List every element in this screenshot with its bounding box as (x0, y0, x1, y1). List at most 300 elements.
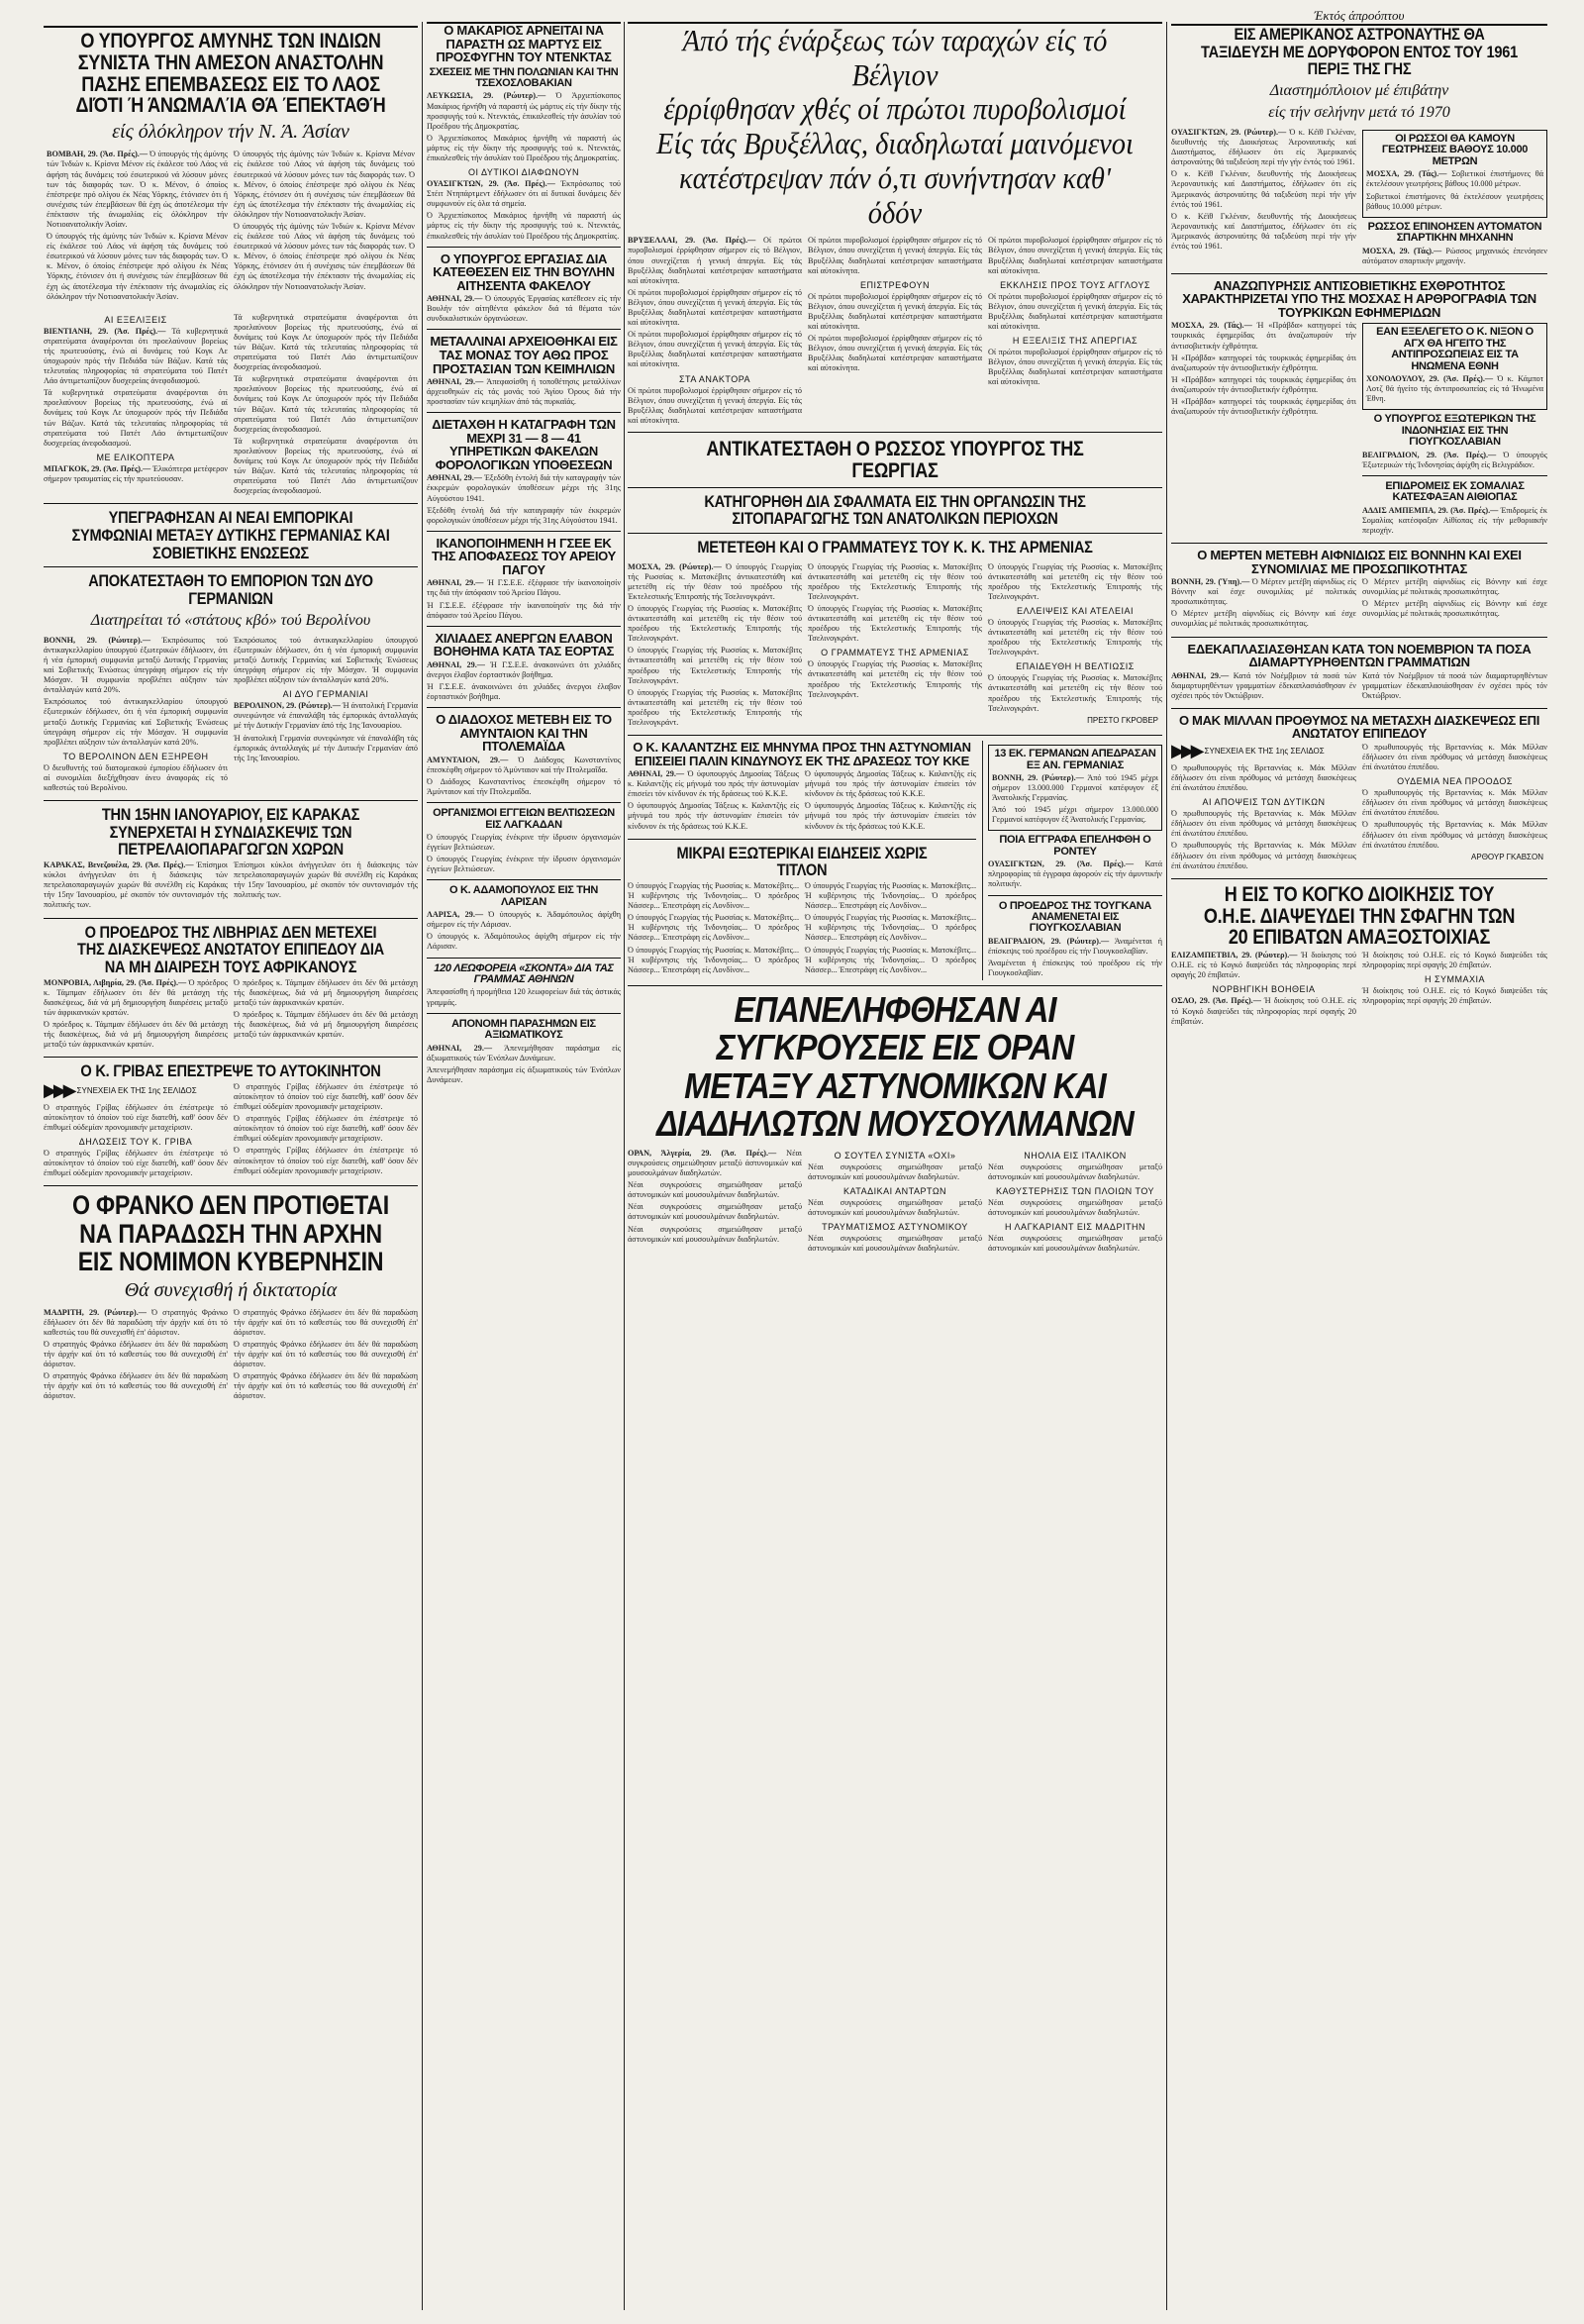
article-body: Ό ύπουργός τής άμύνης τών Ίνδιών κ. Κρίσνα Μένον είς έκάλεσε τού Λάος νά άφήση τάς δυνάμεις τού έσωτερικού νά λύσουν μόνες των τάς διαφοράς των. Ό κ. Μένον, ό όποίος έπέστρεψε πρό ολίγου έκ Νέας Υόρκης, έτόνισεν ότι ή συνέχισις τών έπεμβάσεων θά έχη ώς άποτέλεσμα τήν έπέκτασιν τής άνωμαλίας είς όλόκληρον τήν Νοτιοανατολικήν Άσίαν. (47, 150, 229, 229)
subheadline: Διαστημόπλοιον μέ έπιβάτην (1269, 82, 1449, 100)
article-body: Άπενεμήθησαν παράσημα είς άξιωματικούς τών Ένόπλων Δυνάμεων. (427, 1043, 621, 1062)
byline: ΠΡΕΣΤΟ ΓΚΡΟΒΕΡ (1087, 715, 1158, 725)
headline: ΑΝΤΙΚΑΤΕΣΤΑΘΗ Ο ΡΩΣΣΟΣ ΥΠΟΥΡΓΟΣ ΤΗΣ ΓΕΩΡΓΙΑΣ (706, 437, 1084, 482)
article-body: Ό ύπουργός Γεωργίας τής Ρωσσίας κ. Ματσκέβιτς... Ή κυβέρνησις τής Ίνδονησίας... Ό πρόεδρος Νάσσερ... Έπεστράφη είς Λονδίνον... (628, 881, 799, 911)
article-body: Ό κ. Κέϊθ Γκλέναν, διευθυντής τής Διοικήσεως Άεροναυτικής καί Διαστήματος, έδήλωσεν ότι είς Άμερικανός άστροναύτης θά ταξιδεύση περί τήν γήν έντός τού 1961. (1171, 169, 1356, 209)
article-body: Νέαι συγκρούσεις σημειώθησαν μεταξύ άστυνομικών καί μουσουλμάνων διαδηλωτών. (988, 1162, 1162, 1181)
article-body: Έπίσημοι κύκλοι άνήγγειλαν ότι ή διάσκεψις τών πετρελαιοπαραγωγών χωρών θά συνέλθη είς Καράκας τήν 15ην Ίανουαρίου, μέ σκοπόν τόν συντονισμόν τής πολιτικής των. (44, 860, 229, 910)
article-body: Έκπρόσωπος τού άντικαγκελλαρίου ύπουργού έξωτερικών έδήλωσεν, ότι ή νέα έμπορική συμφωνία μεταξύ Δυτικής Γερμανίας καί Σοβιετικής Ένώσεως ύπεγράφη σήμερον είς τήν Μόσχαν. Ή συμφωνία προβλέπει αύξησιν τών άνταλλαγών κατά 20%. (234, 635, 418, 685)
article-body: Ό στρατηγός Φράνκο έδήλωσεν ότι δέν θά παραδώση τήν άρχήν καί ότι τό καθεστώς του θά συνεχισθή έπ' άόριστον. (234, 1339, 418, 1369)
article-body: Κατά πληροφορίας τά έγγραφα άφορούν είς τήν άμυντικήν πολιτικήν. (988, 859, 1162, 889)
dateline: ΟΥΑΣΙΓΚΤΩΝ, 29. (Άσ. Πρές).— (988, 859, 1135, 869)
article-body: Ό ύπουργός τής άμύνης τών Ίνδιών κ. Κρίσνα Μένον είς έκάλεσε τού Λάος νά άφήση τάς δυνάμεις τού έσωτερικού νά λύσουν μόνες των τάς διαφοράς των. Ό κ. Μένον, ό όποίος έπέστρεψε πρό ολίγου έκ Νέας Υόρκης, έτόνισεν ότι ή συνέχισις τών έπεμβάσεων θά έχη ώς άποτέλεσμα τήν έπέκτασιν τής άνωμαλίας είς όλόκληρον τήν Νοτιοανατολικήν Άσίαν. (234, 221, 415, 291)
article-body: Ό ύπουργός Γεωργίας τής Ρωσσίας κ. Ματσκέβιτς άντικατεστάθη καί μετετέθη είς τήν θέσιν τού προέδρου τής Έκτελεστικής Έπιτροπής τής Τσελινογκράντ. (628, 687, 802, 727)
section-heading: ΟΙ ΔΥΤΙΚΟΙ ΔΙΑΦΩΝΟΥΝ (468, 167, 579, 178)
article-sowing-machine (1362, 222, 1547, 266)
headline: ΣΧΕΣΕΙΣ ΜΕ ΤΗΝ ΠΟΛΩΝΙΑΝ ΚΑΙ ΤΗΝ ΤΣΕΧΟΣΛΟΒΑΚΙΑΝ (429, 65, 619, 89)
article-body: Ή «Πράβδα» κατηγορεί τάς τουρκικάς έφημερίδας ότι άναζωπυρούν τήν άντισοβιετικήν έχθρότητα. (1171, 396, 1356, 417)
section-heading: ΚΑΘΥΣΤΕΡΗΣΙΣ ΤΩΝ ΠΛΟΙΩΝ ΤΟΥ (995, 1186, 1155, 1197)
headline: Ο ΠΡΟΕΔΡΟΣ ΤΗΣ ΤΟΥΓΚΑΝΑ ΑΝΑΜΕΝΕΤΑΙ ΕΙΣ ΓΙΟΥΓΚΟΣΛΑΒΙΑΝ (998, 899, 1152, 935)
divider (1171, 708, 1547, 709)
article-body: Οί πρώτοι πυροβολισμοί έρρίφθησαν σήμερον είς τό Βέλγιον, όπου συνεχίζεται ή γενική άπεργία. Είς τάς Βρυξέλλας διαδηλωταί κατέστρεψαν καταστήματα καί αύτοκίνητα. (628, 236, 803, 285)
section-heading: ΜΕ ΕΛΙΚΟΠΤΕΡΑ (96, 452, 175, 462)
article-body: Κατά τόν Νοέμβριον τά ποσά τών διαμαρτυρηθέντων γραμματίων έδεκαπλασιάσθησαν έν σχέσει πρός τόν Όκτώβριον. (1171, 670, 1357, 700)
article-body: Ή Γ.Σ.Ε.Ε. έξέφρασε τήν ίκανοποίησίν της διά τήν άπόφασιν τού Άρείου Πάγου. (427, 600, 621, 620)
dateline: ΑΘΗΝΑΙ, 29.— (1171, 670, 1230, 680)
article-body: Ό ύπουργός Γεωργίας τής Ρωσσίας κ. Ματσκέβιτς... Ή κυβέρνησις τής Ίνδονησίας... Ό πρόεδρος Νάσσερ... Έπεστράφη είς Λονδίνον... (628, 945, 799, 974)
dateline: ΛΕΥΚΩΣΙΑ, 29. (Ρώυτερ).— (427, 91, 546, 101)
article-body: Άναμένεται ή έπίσκεψις τού προέδρου είς τήν Γιουγκοσλαβίαν. (988, 959, 1162, 978)
article-athos (427, 335, 621, 407)
article-macmillan (1171, 714, 1547, 873)
dateline: ΑΜΥΝΤΑΙΟΝ, 29.— (427, 755, 509, 764)
headline: ΑΝΑΖΩΠΥΡΗΣΙΣ ΑΝΤΙΣΟΒΙΕΤΙΚΗΣ ΕΧΘΡΟΤΗΤΟΣ ΧΑΡΑΚΤΗΡΙΖΕΤΑΙ ΥΠΟ ΤΗΣ ΜΟΣΧΑΣ Η ΑΡΘΡΟΓΡΑΦΙΑ ΤΩΝ ΤΟΥΡΚΙΚΩΝ ΕΦΗΜΕΡΙΔΩΝ (1182, 277, 1536, 320)
headline: ΟΡΓΑΝΙΣΜΟΙ ΕΓΓΕΙΩΝ ΒΕΛΤΙΩΣΕΩΝ ΕΙΣ ΛΑΓΚΑΔΑΝ (433, 807, 615, 831)
article-body: Τά κυβερνητικά στρατεύματα άναφέρονται ότι προελαύνουν βορείως τής πρωτευούσης, ένώ αί δυνάμεις τού Κογκ Λε ύποχωρούν πρός τήν Πεδιάδα τών Βάζων. Κατά τάς τελευταίας πληροφορίας τά στρατεύματα τού Πατέτ Λάο άντιμετωπίζουν δυσχερείας άνεφοδιασμού. (234, 436, 418, 496)
article-body: Σοβιετικοί έπιστήμονες θά έκτελέσουν γεωτρήσεις βάθους 10.000 μέτρων. (1366, 169, 1544, 189)
article-body: Ό πρόεδρος κ. Τάμπμαν έδήλωσεν ότι δέν θά μετάσχη τής διασκέψεως, διά νά μή δημιουργήση διαιρέσεις μεταξύ τών άφρικανικών κρατών. (234, 977, 418, 1007)
article-body: Ό στρατηγός Φράνκο έδήλωσεν ότι δέν θά παραδώση τήν άρχήν καί ότι τό καθεστώς του θά συνεχισθή έπ' άόριστον. (44, 1371, 228, 1401)
article-body: Τά κυβερνητικά στρατεύματα άναφέρονται ότι προελαύνουν βορείως τής πρωτευούσης, ένώ αί δυνάμεις τού Κογκ Λε ύποχωρούν πρός τήν Πεδιάδα τών Βάζων. Κατά τάς τελευταίας πληροφορίας τά στρατεύματα τού Πατέτ Λάο άντιμετωπίζουν δυσχερείας άνεφοδιασμού. (234, 312, 418, 372)
article-body: Ή Γ.Σ.Ε.Ε. έξέφρασε τήν ίκανοποίησίν της διά τήν άπόφασιν τού Άρείου Πάγου. (427, 578, 621, 598)
headline: ΕΠΙΔΡΟΜΕΙΣ ΕΚ ΣΟΜΑΛΙΑΣ ΚΑΤΕΣΦΑΞΑΝ ΑΙΘΙΟΠΑΣ (1385, 479, 1525, 504)
article-body: Ό Μέρτεν μετέβη αίφνιδίως είς Βόννην καί έσχε συνομιλίας μέ πολιτικάς προσωπικότητας. (1171, 609, 1356, 629)
article-body: Ή διοίκησις τού Ο.Η.Ε. είς τό Κογκό διαψεύδει τάς πληροφορίας περί σφαγής 20 έπιβατών. (1171, 951, 1356, 980)
dateline: ΑΘΗΝΑΙ, 29.— (427, 473, 482, 483)
article-liberia (44, 924, 418, 1053)
article-body: Ό ύπουργός κ. Άδαμόπουλος άφίχθη σήμερον είς τήν Λάρισαν. (427, 932, 621, 952)
divider (427, 329, 621, 330)
article-body: Νέαι συγκρούσεις σημειώθησαν μεταξύ άστυνομικών καί μουσουλμάνων διαδηλωτών. (808, 1198, 982, 1218)
column-rule (624, 22, 625, 2310)
article-body: Άπό τού 1945 μέχρι σήμερον 13.000.000 Γερμανοί κατέφυγον έξ Άνατολικής Γερμανίας. (992, 772, 1158, 803)
section-heading: ΚΑΤΑΔΙΚΑΙ ΑΝΤΑΡΤΩΝ (842, 1186, 947, 1197)
dateline: ΑΘΗΝΑΙ, 29.— (427, 1043, 493, 1053)
article-body: Ό Άρχιεπίσκοπος Μακάριος ήρνήθη νά παραστή ώς μάρτυς είς τήν δίκην τής προσφυγής τού κ. Ντενκτάς, έπικαλεσθείς τήν άσυλίαν τού Προέδρου τής Δημοκρατίας. (427, 211, 621, 241)
article-germany-trade (44, 509, 418, 795)
divider (1171, 543, 1547, 544)
section-heading: ΤΡΑΥΜΑΤΙΣΜΟΣ ΑΣΤΥΝΟΜΙΚΟΥ (822, 1222, 968, 1233)
divider (44, 1057, 418, 1058)
article-body: Νέαι συγκρούσεις σημειώθησαν μεταξύ άστυνομικών καί μουσουλμάνων διαδηλωτών. (988, 1234, 1162, 1254)
article-body: Τά κυβερνητικά στρατεύματα άναφέρονται ότι προελαύνουν βορείως τής πρωτευούσης, ένώ αί δυνάμεις τού Κογκ Λε ύποχωρούν πρός τήν Πεδιάδα τών Βάζων. Κατά τάς τελευταίας πληροφορίας τά στρατεύματα τού Πατέτ Λάο άντιμετωπίζουν δυσχερείας άνεφοδιασμού. (44, 388, 228, 448)
headline: Άπό τής ένάρξεως τών ταραχών είς τό Βέλγιον (682, 23, 1108, 92)
article-body: Ό ύπουργός Γεωργίας ένέκρινε τήν ίδρυσιν όργανισμών έγγείων βελτιώσεων. (427, 855, 621, 874)
article-body: Ό Διάδοχος Κωνσταντίνος έπεσκέφθη σήμερον τό Άμύνταιον καί τήν Πτολεμαΐδα. (427, 776, 621, 796)
article-body: Ό στρατηγός Γρίβας έδήλωσεν ότι έπέστρεψε τό αύτοκίνητον τό όποίον τού είχε διατεθή, καθ' όσον δέν έπιθυμεί ούδεμίαν προνομιακήν μεταχείρισιν. (234, 1114, 418, 1144)
section-heading: Ο ΣΟΥΤΕΛ ΣΥΝΙΣΤΑ «ΟΧΙ» (834, 1150, 956, 1161)
continued-label: ΣΥΝΕΧΕΙΑ ΕΚ ΤΗΣ 1ης ΣΕΛΙΔΟΣ (1204, 746, 1325, 756)
article-gsee (427, 537, 621, 621)
article-body: Νέαι συγκρούσεις σημειώθησαν μεταξύ άστυνομικών καί μουσουλμάνων διαδηλωτών. (628, 1202, 802, 1222)
subheadline: Θά συνεχισθή ή δικτατορία (124, 1278, 338, 1301)
dateline: ΑΘΗΝΑΙ, 29.— (427, 659, 485, 669)
dateline: ΑΘΗΝΑΙ, 29.— (628, 769, 685, 779)
dateline: ΒΙΕΝΤΙΑΝΗ, 29. (Άσ. Πρές).— (44, 326, 166, 336)
article-body: Νέαι συγκρούσεις σημειώθησαν μεταξύ άστυνομικών καί μουσουλμάνων διαδηλωτών. (628, 1224, 802, 1244)
article-georgia (628, 439, 1162, 730)
dateline: ΜΟΣΧΑ, 29. (Ρώυτερ).— (628, 561, 722, 571)
article-body: Ό ύφυπουργός Δημοσίας Τάξεως κ. Καλαντζής είς μήνυμά του πρός τήν άστυνομίαν έπισείει τόν κίνδυνον έκ τής δράσεως τού Κ.Κ.Ε. (805, 769, 976, 799)
article-body: Έλικόπτερα μετέφερον σήμερον τραυματίας είς τήν πρωτεύουσαν. (44, 463, 228, 483)
article-body: Ό ύφυπουργός Δημοσίας Τάξεως κ. Καλαντζής είς μήνυμά του πρός τήν άστυνομίαν έπισείει τόν κίνδυνον έκ τής δράσεως τού Κ.Κ.Ε. (628, 801, 799, 831)
article-body: Ό ύπουργός Γεωργίας τής Ρωσσίας κ. Ματσκέβιτς... Ή κυβέρνησις τής Ίνδονησίας... Ό πρόεδρος Νάσσερ... Έπεστράφη είς Λονδίνον... (805, 881, 976, 911)
article-body: Ό ύπουργός Γεωργίας τής Ρωσσίας κ. Ματσκέβιτς άντικατεστάθη καί μετετέθη είς τήν θέσιν τού προέδρου τής Έκτελεστικής Έπιτροπής τής Τσελινογκράντ. (988, 673, 1162, 713)
article-body: Ό στρατηγός Γρίβας έδήλωσεν ότι έπέστρεψε τό αύτοκίνητον τό όποίον τού είχε διατεθή, καθ' όσον δέν έπιθυμεί ούδεμίαν προνομιακήν μεταχείρισιν. (44, 1102, 228, 1133)
column-rule (1166, 22, 1167, 2310)
headline: Ο Κ. ΓΡΙΒΑΣ ΕΠΕΣΤΡΕΨΕ ΤΟ ΑΥΤΟΚΙΝΗΤΟΝ (80, 1061, 381, 1081)
dateline: ΑΘΗΝΑΙ, 29.— (427, 294, 483, 304)
article-body: Ή άνατολική Γερμανία συνεφώνησε νά έπαναλάβη τάς έμπορικάς άνταλλαγάς μέ τήν Δυτικήν Γερμανίαν άπό τής 1ης Ίανουαρίου. (234, 733, 418, 762)
kicker: Έκτός άπροόπτου (1314, 8, 1405, 23)
headline: Ο ΜΑΚΑΡΙΟΣ ΑΡΝΕΙΤΑΙ ΝΑ ΠΑΡΑΣΤΗ ΩΣ ΜΑΡΤΥΣ ΕΙΣ ΠΡΟΣΦΥΓΗΝ ΤΟΥ ΝΤΕΝΚΤΑΣ (436, 23, 612, 65)
dateline: ΒΟΝΝΗ, 29. (Ρώυτερ).— (44, 635, 151, 645)
section-heading: Ο ΓΡΑΜΜΑΤΕΥΣ ΤΗΣ ΑΡΜΕΝΙΑΣ (821, 648, 969, 658)
article-body: Ό ύπουργός Γεωργίας τής Ρωσσίας κ. Ματσκέβιτς... Ή κυβέρνησις τής Ίνδονησίας... Ό πρόεδρος Νάσσερ... Έπεστράφη είς Λονδίνον... (805, 913, 976, 943)
divider (1171, 273, 1547, 274)
article-body: Ό ύπουργός τής άμύνης τών Ίνδιών κ. Κρίσνα Μένον είς έκάλεσε τού Λάος νά άφήση τάς δυνάμεις τού έσωτερικού νά λύσουν μόνες των τάς διαφοράς των. Ό κ. Μένον, ό όποίος έπέστρεψε πρό ολίγου έκ Νέας Υόρκης, έτόνισεν ότι ή συνέχισις τών έπεμβάσεων θά έχη ώς άποτέλεσμα τήν έπέκτασιν τής άνωμαλίας είς όλόκληρον τήν Νοτιοανατολικήν Άσίαν. (47, 232, 228, 301)
dateline: ΒΕΛΙΓΡΑΔΙΟΝ, 29. (Άσ. Πρές).— (1362, 450, 1497, 459)
article-protested-bills (1171, 643, 1547, 703)
headline: ΕΔΕΚΑΠΛΑΣΙΑΣΘΗΣΑΝ ΚΑΤΑ ΤΟΝ ΝΟΕΜΒΡΙΟΝ ΤΑ ΠΟΣΑ ΔΙΑΜΑΡΤΥΡΗΘΕΝΤΩΝ ΓΡΑΜΜΑΤΙΩΝ (1187, 641, 1532, 670)
article-body: Νέαι συγκρούσεις σημειώθησαν μεταξύ άστυνομικών καί μουσουλμάνων διαδηλωτών. (988, 1198, 1162, 1218)
section-heading: ΤΟ ΒΕΡΟΛΙΝΟΝ ΔΕΝ ΕΞΗΡΕΘΗ (62, 751, 209, 761)
headline: ΑΠΟΚΑΤΕΣΤΑΘΗ ΤΟ ΕΜΠΟΡΙΟΝ ΤΩΝ ΔΥΟ ΓΕΡΜΑΝΙΩΝ (88, 571, 373, 609)
headline: κατέστρεψαν πάν ό,τι συνήντησαν καθ' όδόν (678, 159, 1112, 230)
divider (427, 412, 621, 413)
article-body: Ή Γ.Σ.Ε.Ε. άνακοινώνει ότι χιλιάδες άνεργοι έλαβον έορταστικόν βοήθημα. (427, 681, 621, 702)
headline: ΜΕΤΕΤΕΘΗ ΚΑΙ Ο ΓΡΑΜΜΑΤΕΥΣ ΤΟΥ Κ. Κ. ΤΗΣ ΑΡΜΕΝΙΑΣ (697, 537, 1093, 556)
article-body: Ό στρατηγός Γρίβας έδήλωσεν ότι έπέστρεψε τό αύτοκίνητον τό όποίον τού είχε διατεθή, καθ' όσον δέν έπιθυμεί ούδεμίαν προνομιακήν μεταχείρισιν. (234, 1081, 418, 1112)
headline: Ο ΥΠΟΥΡΓΟΣ ΕΡΓΑΣΙΑΣ ΔΙΑ ΚΑΤΕΘΕΣΕΝ ΕΙΣ ΤΗΝ ΒΟΥΛΗΝ ΑΙΤΗΣΕΝΤΑ ΦΑΚΕΛΟΥ (433, 251, 615, 293)
divider (1362, 475, 1547, 476)
dateline: ΜΟΣΧΑ, 29. (Τάς).— (1366, 169, 1447, 179)
article-body: Ό ύπουργός Γεωργίας τής Ρωσσίας κ. Ματσκέβιτς άντικατεστάθη καί μετετέθη είς τήν θέσιν τού προέδρου τής Έκτελεστικής Έπιτροπής τής Τσελινογκράντ. (988, 617, 1162, 657)
headline: ΡΩΣΣΟΣ ΕΠΙΝΟΗΣΕΝ ΑΥΤΟΜΑΤΟΝ ΣΠΑΡΤΙΚΗΝ ΜΗΧΑΝΗΝ (1367, 220, 1542, 245)
article-turkish-press (1171, 279, 1547, 538)
article-yugoslavia-visit (988, 901, 1162, 979)
headline: ΜΙΚΡΑΙ ΕΞΩΤΕΡΙΚΑΙ ΕΙΔΗΣΕΙΣ ΧΩΡΙΣ ΤΙΤΛΟΝ (676, 843, 928, 880)
article-buses (427, 963, 621, 1008)
article-body: Άπενεμήθησαν παράσημα είς άξιωματικούς τών Ένόπλων Δυνάμεων. (427, 1064, 621, 1084)
section-heading: ΕΚΚΛΗΣΙΣ ΠΡΟΣ ΤΟΥΣ ΑΓΓΛΟΥΣ (1000, 279, 1150, 290)
article-body: Ό ύπουργός Γεωργίας τής Ρωσσίας κ. Ματσκέβιτς άντικατεστάθη καί μετετέθη είς τήν θέσιν τού προέδρου τής Έκτελεστικής Έπιτροπής τής Τσελινογκράντ. (808, 561, 982, 601)
article-body: Κατά τόν Νοέμβριον τά ποσά τών διαμαρτυρηθέντων γραμματίων έδεκαπλασιάσθησαν έν σχέσει πρός τόν Όκτώβριον. (1362, 670, 1547, 700)
article-body: Οί πρώτοι πυροβολισμοί έρρίφθησαν σήμερον είς τό Βέλγιον, όπου συνεχίζεται ή γενική άπεργία. Είς τάς Βρυξέλλας διαδηλωταί κατέστρεψαν καταστήματα καί αύτοκίνητα. (988, 291, 1162, 331)
article-body: Ό ύπουργός Γεωργίας τής Ρωσσίας κ. Ματσκέβιτς άντικατεστάθη καί μετετέθη είς τήν θέσιν τού προέδρου τής Έκτελεστικής Έπιτροπής τής Τσελινογκράντ. (628, 603, 802, 644)
headline: Ο ΜΑΚ ΜΙΛΛΑΝ ΠΡΟΘΥΜΟΣ ΝΑ ΜΕΤΑΣΧΗ ΔΙΑΣΚΕΨΕΩΣ ΕΠΙ ΑΝΩΤΑΤΟΥ ΕΠΙΠΕΔΟΥ (1178, 712, 1540, 742)
dateline: ΜΟΣΧΑ, 29. (Τάς).— (1362, 246, 1442, 255)
headline: 120 ΛΕΩΦΟΡΕΙΑ «ΣΚΟΝΤΑ» ΔΙΑ ΤΑΣ ΓΡΑΜΜΑΣ ΑΘΗΝΩΝ (434, 961, 614, 986)
article-grivas (44, 1062, 418, 1180)
article-body: Ό Μέρτεν μετέβη αίφνιδίως είς Βόννην καί έσχε συνομιλίας μέ πολιτικάς προσωπικότητας. (1171, 577, 1356, 607)
article-body: Ή «Πράβδα» κατηγορεί τάς τουρκικάς έφημερίδας ότι άναζωπυρούν τήν άντισοβιετικήν έχθρότητα. (1171, 321, 1356, 351)
headline: ΕΠΑΝΕΛΗΦΘΗΣΑΝ ΑΙ ΣΥΓΚΡΟΥΣΕΙΣ ΕΙΣ ΟΡΑΝ ΜΕΤΑΞΥ ΑΣΤΥΝΟΜΙΚΩΝ ΚΑΙ ΔΙΑΔΗΛΩΤΩΝ ΜΟΥΣΟΥΛΜΑΝΩΝ (656, 989, 1134, 1144)
article-body: Ό ύπουργός Γεωργίας τής Ρωσσίας κ. Ματσκέβιτς... Ή κυβέρνησις τής Ίνδονησίας... Ό πρόεδρος Νάσσερ... Έπεστράφη είς Λονδίνον... (805, 945, 976, 974)
headline: ΕΙΣ ΑΜΕΡΙΚΑΝΟΣ ΑΣΤΡΟΝΑΥΤΗΣ ΘΑ ΤΑΞΙΔΕΥΣΗ ΜΕ ΔΟΡΥΦΟΡΟΝ ΕΝΤΟΣ ΤΟΥ 1961 ΠΕΡΙΞ ΤΗΣ ΓΗΣ (1201, 25, 1518, 79)
article-body: Ό πρωθυπουργός τής Βρεταννίας κ. Μάκ Μίλλαν έδήλωσεν ότι είναι πρόθυμος νά μετάσχη διασκέψεως έπί άνωτάτου έπιπέδου. (1171, 762, 1356, 793)
article-body: Άναμένεται ή έπίσκεψις τού προέδρου είς τήν Γιουγκοσλαβίαν. (988, 936, 1162, 956)
article-body: Ό στρατηγός Γρίβας έδήλωσεν ότι έπέστρεψε τό αύτοκίνητον τό όποίον τού είχε διατεθή, καθ' όσον δέν έπιθυμεί ούδεμίαν προνομιακήν μεταχείρισιν. (44, 1149, 228, 1178)
headline: ΟΙ ΡΩΣΣΟΙ ΘΑ ΚΑΜΟΥΝ ΓΕΩΤΡΗΣΕΙΣ ΒΑΘΟΥΣ 10.000 ΜΕΤΡΩΝ (1381, 133, 1529, 167)
article-india-laos (44, 26, 418, 307)
article-body: Ό κ. Κέϊθ Γκλέναν, διευθυντής τής Διοικήσεως Άεροναυτικής καί Διαστήματος, έδήλωσεν ότι είς Άμερικανός άστροναύτης θά ταξιδεύση περί τήν γήν έντός τού 1961. (1171, 128, 1356, 167)
article-body: Ό ύπουργός Γεωργίας τής Ρωσσίας κ. Ματσκέβιτς... Ή κυβέρνησις τής Ίνδονησίας... Ό πρόεδρος Νάσσερ... Έπεστράφη είς Λονδίνον... (628, 913, 799, 943)
article-body: Ό Άρχιεπίσκοπος Μακάριος ήρνήθη νά παραστή ώς μάρτυς είς τήν δίκην τής προσφυγής τού κ. Ντενκτάς, έπικαλεσθείς τήν άσυλίαν τού Προέδρου τής Δημοκρατίας. (427, 133, 621, 162)
article-body: Ό ύφυπουργός Δημοσίας Τάξεως κ. Καλαντζής είς μήνυμά του πρός τήν άστυνομίαν έπισείει τόν κίνδυνον έκ τής δράσεως τού Κ.Κ.Ε. (805, 801, 976, 831)
divider (427, 1013, 621, 1014)
article-indonesia-fm (1362, 414, 1547, 470)
article-somalia-raid (1362, 481, 1547, 536)
article-body: Ό Μέρτεν μετέβη αίφνιδίως είς Βόννην καί έσχε συνομιλίας μέ πολιτικάς προσωπικότητας. (1362, 577, 1547, 597)
dateline: ΟΡΑΝ, Άλγερία, 29. (Άσ. Πρές).— (628, 1148, 777, 1158)
article-body: Νέαι συγκρούσεις σημειώθησαν μεταξύ άστυνομικών καί μουσουλμάνων διαδηλωτών. (808, 1162, 982, 1181)
article-unemployed (427, 632, 621, 702)
article-makarios (427, 22, 621, 242)
section-heading: ΔΗΛΩΣΕΙΣ ΤΟΥ Κ. ΓΡΙΒΑ (78, 1137, 193, 1148)
continued-label: ΣΥΝΕΧΕΙΑ ΕΚ ΤΗΣ 1ης ΣΕΛΙΔΟΣ (76, 1085, 197, 1095)
dateline: ΑΔΔΙΣ ΑΜΠΕΜΠΑ, 29. (Άσ. Πρές).— (1362, 505, 1499, 515)
article-decorations (427, 1019, 621, 1085)
dateline: ΒΡΥΞΕΛΛΑΙ, 29. (Άσ. Πρές).— (628, 236, 756, 246)
subheadline: είς όλόκληρον τήν Ν. Ά. Άσίαν (112, 121, 349, 144)
article-crown-prince (427, 713, 621, 797)
article-body: Έξεδόθη έντολή διά τήν καταγραφήν τών έκκρεμών φορολογικών ύποθέσεων μέχρι τής 31ης Αύγούστου 1941. (427, 505, 621, 525)
article-body: Ό ύπουργός Γεωργίας τής Ρωσσίας κ. Ματσκέβιτς άντικατεστάθη καί μετετέθη είς τήν θέσιν τού προέδρου τής Έκτελεστικής Έπιτροπής τής Τσελινογκράντ. (628, 561, 802, 601)
headline: ΥΠΕΓΡΑΦΗΣΑΝ ΑΙ ΝΕΑΙ ΕΜΠΟΡΙΚΑΙ ΣΥΜΦΩΝΙΑΙ ΜΕΤΑΞΥ ΔΥΤΙΚΗΣ ΓΕΡΜΑΝΙΑΣ ΚΑΙ ΣΟΒΙΕΤΙΚΗΣ ΕΝΩΣΕΩΣ (71, 508, 390, 562)
article-body: Ό πρόεδρος κ. Τάμπμαν έδήλωσεν ότι δέν θά μετάσχη τής διασκέψεως, διά νά μή δημιουργήση διαιρέσεις μεταξύ τών άφρικανικών κρατών. (44, 977, 228, 1017)
divider (44, 1185, 418, 1186)
subheadline: Διατηρείται τό «στάτους κβό» τού Βερολίνου (90, 611, 371, 629)
article-body: Άπεφασίσθη ή τοποθέτησις μεταλλίνων άρχειοθηκών είς τάς μονάς τού Άγίου Όρους διά τήν προστασίαν τών κειμηλίων άπό τάς πυρκαϊάς. (427, 377, 621, 407)
article-body: Ό στρατηγός Φράνκο έδήλωσεν ότι δέν θά παραδώση τήν άρχήν καί ότι τό καθεστώς του θά συνεχισθή έπ' άόριστον. (44, 1339, 228, 1369)
article-body: Ή Γ.Σ.Ε.Ε. άνακοινώνει ότι χιλιάδες άνεργοι έλαβον έορταστικόν βοήθημα. (427, 659, 621, 679)
divider (628, 487, 1162, 488)
section-heading: ΟΥΔΕΜΙΑ ΝΕΑ ΠΡΟΟΔΟΣ (1397, 776, 1513, 787)
divider (44, 800, 418, 801)
headline: ΜΕΤΑΛΛΙΝΑΙ ΑΡΧΕΙΟΘΗΚΑΙ ΕΙΣ ΤΑΣ ΜΟΝΑΣ ΤΟΥ ΑΘΩ ΠΡΟΣ ΠΡΟΣΤΑΣΙΑΝ ΤΩΝ ΚΕΙΜΗΛΙΩΝ (430, 334, 618, 376)
article-body: Άπεφασίσθη ή προμήθεια 120 λεωφορείων διά τάς άστικάς γραμμάς. (427, 987, 621, 1007)
section-heading: ΝΟΡΒΗΓΙΚΗ ΒΟΗΘΕΙΑ (1212, 984, 1316, 995)
dateline: ΕΛΙΖΑΜΠΕΤΒΙΛ, 29. (Ρώυτερ).— (1171, 951, 1298, 960)
article-body: Σοβιετικοί έπιστήμονες θά έκτελέσουν γεωτρήσεις βάθους 10.000 μέτρων. (1366, 191, 1543, 211)
article-body: Οί πρώτοι πυροβολισμοί έρρίφθησαν σήμερον είς τό Βέλγιον, όπου συνεχίζεται ή γενική άπεργία. Είς τάς Βρυξέλλας διαδηλωταί κατέστρεψαν καταστήματα καί αύτοκίνητα. (628, 330, 802, 369)
article-congo (1171, 884, 1547, 1029)
article-caracas (44, 806, 418, 912)
divider (427, 802, 621, 803)
article-land-improvement (427, 808, 621, 874)
article-body: Ό ύπουργός Γεωργίας τής Ρωσσίας κ. Ματσκέβιτς άντικατεστάθη καί μετετέθη είς τήν θέσιν τού προέδρου τής Έκτελεστικής Έπιτροπής τής Τσελινογκράντ. (988, 561, 1162, 601)
article-body: Ό ύπουργός Έξωτερικών τής Ίνδονησίας άφίχθη είς Βελιγράδιον. (1362, 450, 1547, 469)
article-body: Ή «Πράβδα» κατηγορεί τάς τουρκικάς έφημερίδας ότι άναζωπυρούν τήν άντισοβιετικήν έχθρότητα. (1171, 353, 1356, 372)
article-body: Ό πρωθυπουργός τής Βρεταννίας κ. Μάκ Μίλλαν έδήλωσεν ότι είναι πρόθυμος νά μετάσχη διασκέψεως έπί άνωτάτου έπιπέδου. (1362, 742, 1547, 772)
article-body: Ό πρωθυπουργός τής Βρεταννίας κ. Μάκ Μίλλαν έδήλωσεν ότι είναι πρόθυμος νά μετάσχη διασκέψεως έπί άνωτάτου έπιπέδου. (1362, 820, 1547, 850)
article-body: Έκπρόσωπος τού άντικαγκελλαρίου ύπουργού έξωτερικών έδήλωσεν, ότι ή νέα έμπορική συμφωνία μεταξύ Δυτικής Γερμανίας καί Σοβιετικής Ένώσεως ύπεγράφη σήμερον είς τήν Μόσχαν. Ή συμφωνία προβλέπει αύξησιν τών άνταλλαγών κατά 20%. (44, 697, 228, 747)
article-body: Ό ύπουργός Γεωργίας τής Ρωσσίας κ. Ματσκέβιτς άντικατεστάθη καί μετετέθη είς τήν θέσιν τού προέδρου τής Έκτελεστικής Έπιτροπής τής Τσελινογκράντ. (808, 659, 982, 699)
headline: Ο Κ. ΑΔΑΜΟΠΟΥΛΟΣ ΕΙΣ ΤΗΝ ΛΑΡΙΣΑΝ (448, 884, 599, 908)
article-body: Ό στρατηγός Φράνκο έδήλωσεν ότι δέν θά παραδώση τήν άρχήν καί ότι τό καθεστώς του θά συνεχισθή έπ' άόριστον. (234, 1371, 418, 1401)
article-body: Ό Μέρτεν μετέβη αίφνιδίως είς Βόννην καί έσχε συνομιλίας μέ πολιτικάς προσωπικότητας. (1362, 599, 1547, 619)
column-4 (1171, 8, 1547, 2310)
article-body: Ή διοίκησις τού Ο.Η.Ε. είς τό Κογκό διαψεύδει τάς πληροφορίας περί σφαγής 20 έπιβατών. (1171, 996, 1357, 1026)
article-body: Ό ύπουργός τής άμύνης τών Ίνδιών κ. Κρίσνα Μένον είς έκάλεσε τού Λάος νά άφήση τάς δυνάμεις τού έσωτερικού νά λύσουν μόνες των τάς διαφοράς των. Ό κ. Μένον, ό όποίος έπέστρεψε πρό ολίγου έκ Νέας Υόρκης, έτόνισεν ότι ή συνέχισις τών έπεμβάσεων θά έχη ώς άποτέλεσμα τήν έπέκτασιν τής άνωμαλίας είς όλόκληρον τήν Νοτιοανατολικήν Άσίαν. (234, 150, 415, 219)
divider (628, 839, 976, 840)
dateline: ΜΑΔΡΙΤΗ, 29. (Ρώυτερ).— (44, 1307, 147, 1317)
arrow-icon: ▶▶▶ (44, 1079, 73, 1101)
divider (427, 958, 621, 959)
dateline: ΟΥΑΣΙΓΚΤΩΝ, 29. (Ρώυτερ).— (1171, 128, 1287, 138)
headline: 13 ΕΚ. ΓΕΡΜΑΝΩΝ ΑΠΕΔΡΑΣΑΝ ΕΞ ΑΝ. ΓΕΡΜΑΝΙΑΣ (994, 748, 1156, 771)
article-body: Έξεδόθη έντολή διά τήν καταγραφήν τών έκκρεμών φορολογικών ύποθέσεων μέχρι τής 31ης Αύγούστου 1941. (427, 473, 621, 503)
divider (44, 918, 418, 919)
section-heading: Η ΕΞΕΛΙΞΙΣ ΤΗΣ ΑΠΕΡΓΙΑΣ (1012, 336, 1138, 347)
divider (1171, 637, 1547, 638)
dateline: ΚΑΡΑΚΑΣ, Βενεζουέλα, 29. (Άσ. Πρές).— (44, 860, 194, 870)
article-germans-fled (988, 745, 1162, 831)
article-laos-developments (44, 311, 418, 499)
article-body: Τά κυβερνητικά στρατεύματα άναφέρονται ότι προελαύνουν βορείως τής πρωτευούσης, ένώ αί δυνάμεις τού Κογκ Λε ύποχωρούν πρός τήν Πεδιάδα τών Βάζων. Κατά τάς τελευταίας πληροφορίας τά στρατεύματα τού Πατέτ Λάο άντιμετωπίζουν δυσχερείας άνεφοδιασμού. (44, 326, 228, 386)
divider (44, 503, 418, 504)
article-body: Ό ύπουργός Έργασίας κατέθεσεν είς τήν Βουλήν τόν αίτηθέντα φάκελον διά τά θέματα τών συνδικαλιστικών όργανώσεων. (427, 294, 621, 324)
article-body: Ό στρατηγός Φράνκο έδήλωσεν ότι δέν θά παραδώση τήν άρχήν καί ότι τό καθεστώς του θά συνεχισθή έπ' άόριστον. (44, 1307, 229, 1337)
article-body: Ό στρατηγός Γρίβας έδήλωσεν ότι έπέστρεψε τό αύτοκίνητον τό όποίον τού είχε διατεθή, καθ' όσον δέν έπιθυμεί ούδεμίαν προνομιακήν μεταχείρισιν. (234, 1146, 418, 1175)
headline: ΧΙΛΙΑΔΕΣ ΑΝΕΡΓΩΝ ΕΛΑΒΟΝ ΒΟΗΘΗΜΑ ΚΑΤΑ ΤΑΣ ΕΟΡΤΑΣ (433, 630, 615, 659)
headline: Ο ΥΠΟΥΡΓΟΣ ΑΜΥΝΗΣ ΤΩΝ ΙΝΔΙΩΝ ΣΥΝΙΣΤΑ ΤΗΝ ΑΜΕΣΟΝ ΑΝΑΣΤΟΛΗΝ ΠΑΣΗΣ ΕΠΕΜΒΑΣΕΩΣ ΕΙΣ ΤΟ ΛΑΟΣ ΔΙΌΤΙ Ή ΆΝΩΜΑΛΊΑ ΘΆ ΈΠΕΚΤΑΘΉ (75, 30, 386, 118)
article-body: Τά κυβερνητικά στρατεύματα άναφέρονται ότι προελαύνουν βορείως τής πρωτευούσης, ένώ αί δυνάμεις τού Κογκ Λε ύποχωρούν πρός τήν Πεδιάδα τών Βάζων. Κατά τάς τελευταίας πληροφορίας τά στρατεύματα τού Πατέτ Λάο άντιμετωπίζουν δυσχερείας άνεφοδιασμού. (234, 374, 418, 434)
divider (628, 985, 1162, 986)
article-body: Έκπρόσωπος τού Στέιτ Ντηπάρτμεντ έδήλωσεν ότι αί δυτικαί δυνάμεις δέν συμφωνούν είς όλα τά σημεία. (427, 179, 621, 209)
article-body: Έπίσημοι κύκλοι άνήγγειλαν ότι ή διάσκεψις τών πετρελαιοπαραγωγών χωρών θά συνέλθη είς Καράκας τήν 15ην Ίανουαρίου, μέ σκοπόν τόν συντονισμόν τής πολιτικής των. (234, 860, 418, 900)
headline: ΑΠΟΝΟΜΗ ΠΑΡΑΣΗΜΩΝ ΕΙΣ ΑΞΙΩΜΑΤΙΚΟΥΣ (451, 1017, 596, 1042)
article-adamopoulos (427, 885, 621, 952)
article-oran (628, 991, 1162, 1256)
article-body: Ό πρωθυπουργός τής Βρεταννίας κ. Μάκ Μίλλαν έδήλωσεν ότι είναι πρόθυμος νά μετάσχη διασκέψεως έπί άνωτάτου έπιπέδου. (1171, 809, 1356, 839)
dateline: ΛΑΡΙΣΑ, 29.— (427, 910, 484, 920)
headline: Ο ΔΙΑΔΟΧΟΣ ΜΕΤΕΒΗ ΕΙΣ ΤΟ ΑΜΥΝΤΑΙΟΝ ΚΑΙ ΤΗΝ ΠΤΟΛΕΜΑΪΔΑ (436, 712, 612, 755)
article-body: Νέαι συγκρούσεις σημειώθησαν μεταξύ άστυνομικών καί μουσουλμάνων διαδηλωτών. (628, 1148, 803, 1178)
article-body: Ό πρωθυπουργός τής Βρεταννίας κ. Μάκ Μίλλαν έδήλωσεν ότι είναι πρόθυμος νά μετάσχη διασκέψεως έπί άνωτάτου έπιπέδου. (1171, 841, 1356, 870)
article-body: Νέαι συγκρούσεις σημειώθησαν μεταξύ άστυνομικών καί μουσουλμάνων διαδηλωτών. (808, 1234, 982, 1254)
article-body: Έκπρόσωπος τού άντικαγκελλαρίου ύπουργού έξωτερικών έδήλωσεν, ότι ή νέα έμπορική συμφωνία μεταξύ Δυτικής Γερμανίας καί Σοβιετικής Ένώσεως ύπεγράφη σήμερον είς τήν Μόσχαν. Ή συμφωνία προβλέπει αύξησιν τών άνταλλαγών κατά 20%. (44, 635, 228, 695)
section-heading: ΕΛΛΕΙΨΕΙΣ ΚΑΙ ΑΤΕΛΕΙΑΙ (1017, 605, 1134, 616)
article-body: Ό στρατηγός Φράνκο έδήλωσεν ότι δέν θά παραδώση τήν άρχήν καί ότι τό καθεστώς του θά συνεχισθή έπ' άόριστον. (234, 1307, 418, 1337)
headline: ΕΑΝ ΕΞΕΛΕΓΕΤΟ Ο Κ. ΝΙΞΟΝ Ο ΑΓΧ ΘΑ ΗΓΕΙΤΟ ΤΗΣ ΑΝΤΙΠΡΟΣΩΠΕΙΑΣ ΕΙΣ ΤΑ ΗΝΩΜΕΝΑ ΕΘΝΗ (1376, 326, 1534, 372)
dateline: ΧΟΝΟΛΟΥΛΟΥ, 29. (Άσ. Πρές).— (1366, 374, 1494, 384)
article-body: Οί πρώτοι πυροβολισμοί έρρίφθησαν σήμερον είς τό Βέλγιον, όπου συνεχίζεται ή γενική άπεργία. Είς τάς Βρυξέλλας διαδηλωταί κατέστρεψαν καταστήματα καί αύτοκίνητα. (628, 287, 802, 328)
article-body: Ό ύπουργός Γεωργίας τής Ρωσσίας κ. Ματσκέβιτς άντικατεστάθη καί μετετέθη είς τήν θέσιν τού προέδρου τής Έκτελεστικής Έπιτροπής τής Τσελινογκράντ. (808, 603, 982, 644)
headline: Ο ΠΡΟΕΔΡΟΣ ΤΗΣ ΛΙΒΗΡΙΑΣ ΔΕΝ ΜΕΤΕΧΕΙ ΤΗΣ ΔΙΑΣΚΕΨΕΩΣ ΑΝΩΤΑΤΟΥ ΕΠΙΠΕΔΟΥ ΔΙΑ ΝΑ ΜΗ ΔΙΑΙΡΕΣΗ ΤΟΥΣ ΑΦΡΙΚΑΝΟΥΣ (77, 922, 384, 976)
article-body: Ό ύπουργός Γεωργίας ένέκρινε τήν ίδρυσιν όργανισμών έγγείων βελτιώσεων. (427, 832, 621, 853)
headline: Ο ΦΡΑΝΚΟ ΔΕΝ ΠΡΟΤΙΘΕΤΑΙ ΝΑ ΠΑΡΑΔΩΣΗ ΤΗΝ ΑΡΧΗΝ ΕΙΣ ΝΟΜΙΜΟΝ ΚΥΒΕΡΝΗΣΙΝ (72, 1190, 389, 1276)
column-rule (422, 22, 423, 2310)
divider (44, 566, 418, 567)
article-body: Ό κ. Κάμποτ Λοτζ θά ήγείτο τής άντιπροσωπείας είς τά Ήνωμένα Έθνη. (1366, 374, 1543, 404)
divider (628, 533, 1162, 534)
article-body: Ό Άρχιεπίσκοπος Μακάριος ήρνήθη νά παραστή ώς μάρτυς είς τήν δίκην τής προσφυγής τού κ. Ντενκτάς, έπικαλεσθείς τήν άσυλίαν τού Προέδρου τής Δημοκρατίας. (427, 91, 621, 131)
column-center (628, 22, 1162, 2310)
dateline: ΜΟΝΡΟΒΙΑ, Λιβηρία, 29. (Άσ. Πρές).— (44, 977, 187, 987)
article-body: Ή άνατολική Γερμανία συνεφώνησε νά έπαναλάβη τάς έμπορικάς άνταλλαγάς μέ τήν Δυτικήν Γερμανίαν άπό τής 1ης Ίανουαρίου. (234, 701, 418, 731)
dateline: ΟΣΛΟ, 29. (Άσ. Πρές).— (1171, 996, 1261, 1006)
headline: Είς τάς Βρυξέλλας, διαδηλωταί μαινόμενοι (656, 126, 1134, 161)
section-heading: ΣΤΑ ΑΝΑΚΤΟΡΑ (678, 373, 751, 384)
byline: ΑΡΘΟΥΡ ΓΚΑΒΣΟΝ (1471, 852, 1543, 861)
headline: ΚΑΤΗΓΟΡΗΘΗ ΔΙΑ ΣΦΑΛΜΑΤΑ ΕΙΣ ΤΗΝ ΟΡΓΑΝΩΣΙΝ ΤΗΣ ΣΙΤΟΠΑΡΑΓΩΓΗΣ ΤΩΝ ΑΝΑΤΟΛΙΚΩΝ ΠΕΡΙΟΧΩΝ (704, 491, 1086, 529)
section-heading: ΝΗΟΛΙΑ ΕΙΣ ΙΤΑΛΙΚΟΝ (1024, 1150, 1127, 1161)
article-body: Ό κ. Κέϊθ Γκλέναν, διευθυντής τής Διοικήσεως Άεροναυτικής καί Διαστήματος, έδήλωσεν ότι είς Άμερικανός άστροναύτης θά ταξιδεύση περί τήν γήν έντός τού 1961. (1171, 211, 1356, 252)
column-1 (44, 22, 418, 2310)
article-kalantzis (628, 741, 976, 834)
section-heading: Η ΛΑΓΚΑΡΙΑΝΤ ΕΙΣ ΜΑΔΡΙΤΗΝ (1005, 1222, 1145, 1233)
article-body: Οί πρώτοι πυροβολισμοί έρρίφθησαν σήμερον είς τό Βέλγιον, όπου συνεχίζεται ή γενική άπεργία. Είς τάς Βρυξέλλας διαδηλωταί κατέστρεψαν καταστήματα καί αύτοκίνητα. (628, 385, 802, 425)
column-2 (427, 22, 621, 2310)
divider (628, 735, 1162, 736)
dateline: ΟΥΑΣΙΓΚΤΩΝ, 29. (Άσ. Πρές).— (427, 179, 555, 189)
divider (427, 879, 621, 880)
divider (988, 895, 1162, 896)
dateline: ΒΟΝΝΗ, 29. (Ύπη).— (1171, 577, 1250, 587)
article-body: Ό πρόεδρος κ. Τάμπμαν έδήλωσεν ότι δέν θά μετάσχη τής διασκέψεως, διά νά μή δημιουργήση διαιρέσεις μεταξύ τών άφρικανικών κρατών. (44, 1019, 228, 1050)
section-heading: ΑΙ ΕΞΕΛΙΞΕΙΣ (104, 314, 167, 325)
article-drilling (1362, 130, 1547, 218)
subheadline: είς τήν σελήνην μετά τό 1970 (1268, 104, 1450, 122)
article-documents (988, 835, 1162, 889)
headline: ΤΗΝ 15ΗΝ ΙΑΝΟΥΑΡΙΟΥ, ΕΙΣ ΚΑΡΑΚΑΣ ΣΥΝΕΡΧΕΤΑΙ Η ΣΥΝΔΙΑΣΚΕΨΙΣ ΤΩΝ ΠΕΤΡΕΛΑΙΟΠΑΡΑΓΩΓΩΝ ΧΩΡΩΝ (101, 805, 360, 859)
dateline: ΑΘΗΝΑΙ, 29.— (427, 377, 484, 387)
article-nixon (1362, 323, 1547, 410)
article-body: Οί πρώτοι πυροβολισμοί έρρίφθησαν σήμερον είς τό Βέλγιον, όπου συνεχίζεται ή γενική άπεργία. Είς τάς Βρυξέλλας διαδηλωταί κατέστρεψαν καταστήματα καί αύτοκίνητα. (988, 236, 1162, 275)
article-body: Νέαι συγκρούσεις σημειώθησαν μεταξύ άστυνομικών καί μουσουλμάνων διαδηλωτών. (628, 1180, 802, 1200)
article-body: Ό ύφυπουργός Δημοσίας Τάξεως κ. Καλαντζής είς μήνυμά του πρός τήν άστυνομίαν έπισείει τόν κίνδυνον έκ τής δράσεως τού Κ.Κ.Ε. (628, 769, 800, 799)
article-astronaut (1171, 24, 1547, 268)
dateline: ΑΘΗΝΑΙ, 29.— (427, 578, 484, 588)
headline: Ο ΜΕΡΤΕΝ ΜΕΤΕΒΗ ΑΙΦΝΙΔΙΩΣ ΕΙΣ ΒΟΝΝΗΝ ΚΑΙ ΕΧΕΙ ΣΥΝΟΜΙΛΙΑΣ ΜΕ ΠΡΟΣΩΠΙΚΟΤΗΤΑΣ (1197, 548, 1522, 576)
article-body: Ή διοίκησις τού Ο.Η.Ε. είς τό Κογκό διαψεύδει τάς πληροφορίας περί σφαγής 20 έπιβατών. (1362, 986, 1547, 1006)
article-body: Ό διευθυντής τού διατομεακού έμπορίου έδήλωσεν ότι αί συνομιλίαι διεξήχθησαν άνευ άναφοράς είς τό καθεστώς τού Βερολίνου. (44, 762, 228, 792)
article-tax-files (427, 418, 621, 526)
headline: ΔΙΕΤΑΧΘΗ Η ΚΑΤΑΓΡΑΦΗ ΤΩΝ ΜΕΧΡΙ 31 — 8 — 41 ΥΠΗΡΕΤΙΚΩΝ ΦΑΚΕΛΩΝ ΦΟΡΟΛΟΓΙΚΩΝ ΥΠΟΘΕΣΕΩΝ (432, 417, 616, 472)
divider (427, 626, 621, 627)
headline: Ο Κ. ΚΑΛΑΝΤΖΗΣ ΕΙΣ ΜΗΝΥΜΑ ΠΡΟΣ ΤΗΝ ΑΣΤΥΝΟΜΙΑΝ ΕΠΙΣΕΙΕΙ ΠΑΛΙΝ ΚΙΝΔΥΝΟΥΣ ΕΚ ΤΗΣ ΔΡΑΣΕΩΣ ΤΟΥ ΚΚΕ (633, 740, 971, 768)
dateline: ΒΟΝΝΗ, 29. (Ρώυτερ).— (992, 772, 1084, 782)
article-body: Ό ύπουργός κ. Άδαμόπουλος άφίχθη σήμερον είς τήν Λάρισαν. (427, 910, 621, 930)
dateline: ΜΟΣΧΑ, 29. (Τάς).— (1171, 321, 1252, 331)
article-body: Ρώσσος μηχανικός έπενόησεν αύτόματον σπαρτικήν μηχανήν. (1362, 246, 1547, 265)
article-body: Έπιδρομείς έκ Σομαλίας κατέσφαξαν Αίθίοπας είς τήν μεθοριακήν περιοχήν. (1362, 505, 1547, 535)
section-heading: ΑΙ ΑΠΟΨΕΙΣ ΤΩΝ ΔΥΤΙΚΩΝ (1202, 797, 1326, 808)
headline: Ο ΥΠΟΥΡΓΟΣ ΕΞΩΤΕΡΙΚΩΝ ΤΗΣ ΙΝΔΟΝΗΣΙΑΣ ΕΙΣ ΤΗΝ ΓΙΟΥΓΚΟΣΛΑΒΙΑΝ (1373, 413, 1536, 449)
headline: ΙΚΑΝΟΠΟΙΗΜΕΝΗ Η ΓΣΕΕ ΕΚ ΤΗΣ ΑΠΟΦΑΣΕΩΣ ΤΟΥ ΑΡΕΙΟΥ ΠΑΓΟΥ (432, 535, 616, 577)
article-body: Οί πρώτοι πυροβολισμοί έρρίφθησαν σήμερον είς τό Βέλγιον, όπου συνεχίζεται ή γενική άπεργία. Είς τάς Βρυξέλλας διαδηλωταί κατέστρεψαν καταστήματα καί αύτοκίνητα. (808, 236, 982, 275)
article-body: Οί πρώτοι πυροβολισμοί έρρίφθησαν σήμερον είς τό Βέλγιον, όπου συνεχίζεται ή γενική άπεργία. Είς τάς Βρυξέλλας διαδηλωταί κατέστρεψαν καταστήματα καί αύτοκίνητα. (808, 291, 982, 331)
article-body: Ό πρόεδρος κ. Τάμπμαν έδήλωσεν ότι δέν θά μετάσχη τής διασκέψεως, διά νά μή δημιουργήση διαιρέσεις μεταξύ τών άφρικανικών κρατών. (234, 1009, 418, 1040)
article-body: Ό Διάδοχος Κωνσταντίνος έπεσκέφθη σήμερον τό Άμύνταιον καί τήν Πτολεμαΐδα. (427, 755, 621, 774)
arrow-icon: ▶▶▶ (1171, 740, 1201, 761)
section-heading: ΕΠΙΣΤΡΕΦΟΥΝ (860, 279, 930, 290)
headline: ΠΟΙΑ ΕΓΓΡΑΦΑ ΕΠΕΛΗΦΘΗ Ο ΡΟΝΤΕΥ (999, 834, 1151, 858)
article-body: Οί πρώτοι πυροβολισμοί έρρίφθησαν σήμερον είς τό Βέλγιον, όπου συνεχίζεται ή γενική άπεργία. Είς τάς Βρυξέλλας διαδηλωταί κατέστρεψαν καταστήματα καί αύτοκίνητα. (988, 348, 1162, 387)
article-belgium (628, 22, 1162, 433)
divider (427, 707, 621, 708)
article-body: Ή διοίκησις τού Ο.Η.Ε. είς τό Κογκό διαψεύδει τάς πληροφορίας περί σφαγής 20 έπιβατών. (1362, 951, 1547, 970)
dateline: ΒΕΡΟΛΙΝΟΝ, 29. (Ρώυτερ).— (234, 701, 341, 711)
divider (1171, 878, 1547, 879)
article-body: Ό ύπουργός Γεωργίας τής Ρωσσίας κ. Ματσκέβιτς άντικατεστάθη καί μετετέθη είς τήν θέσιν τού προέδρου τής Έκτελεστικής Έπιτροπής τής Τσελινογκράντ. (628, 646, 802, 685)
headline: έρρίφθησαν χθές οί πρώτοι πυροβολισμοί (663, 91, 1127, 127)
article-franco (44, 1191, 418, 1403)
section-heading: ΕΠΑΙΔΕΥΘΗ Η ΒΕΛΤΙΩΣΙΣ (1016, 661, 1135, 672)
article-body: Ή «Πράβδα» κατηγορεί τάς τουρκικάς έφημερίδας ότι άναζωπυρούν τήν άντισοβιετικήν έχθρότητα. (1171, 374, 1356, 394)
